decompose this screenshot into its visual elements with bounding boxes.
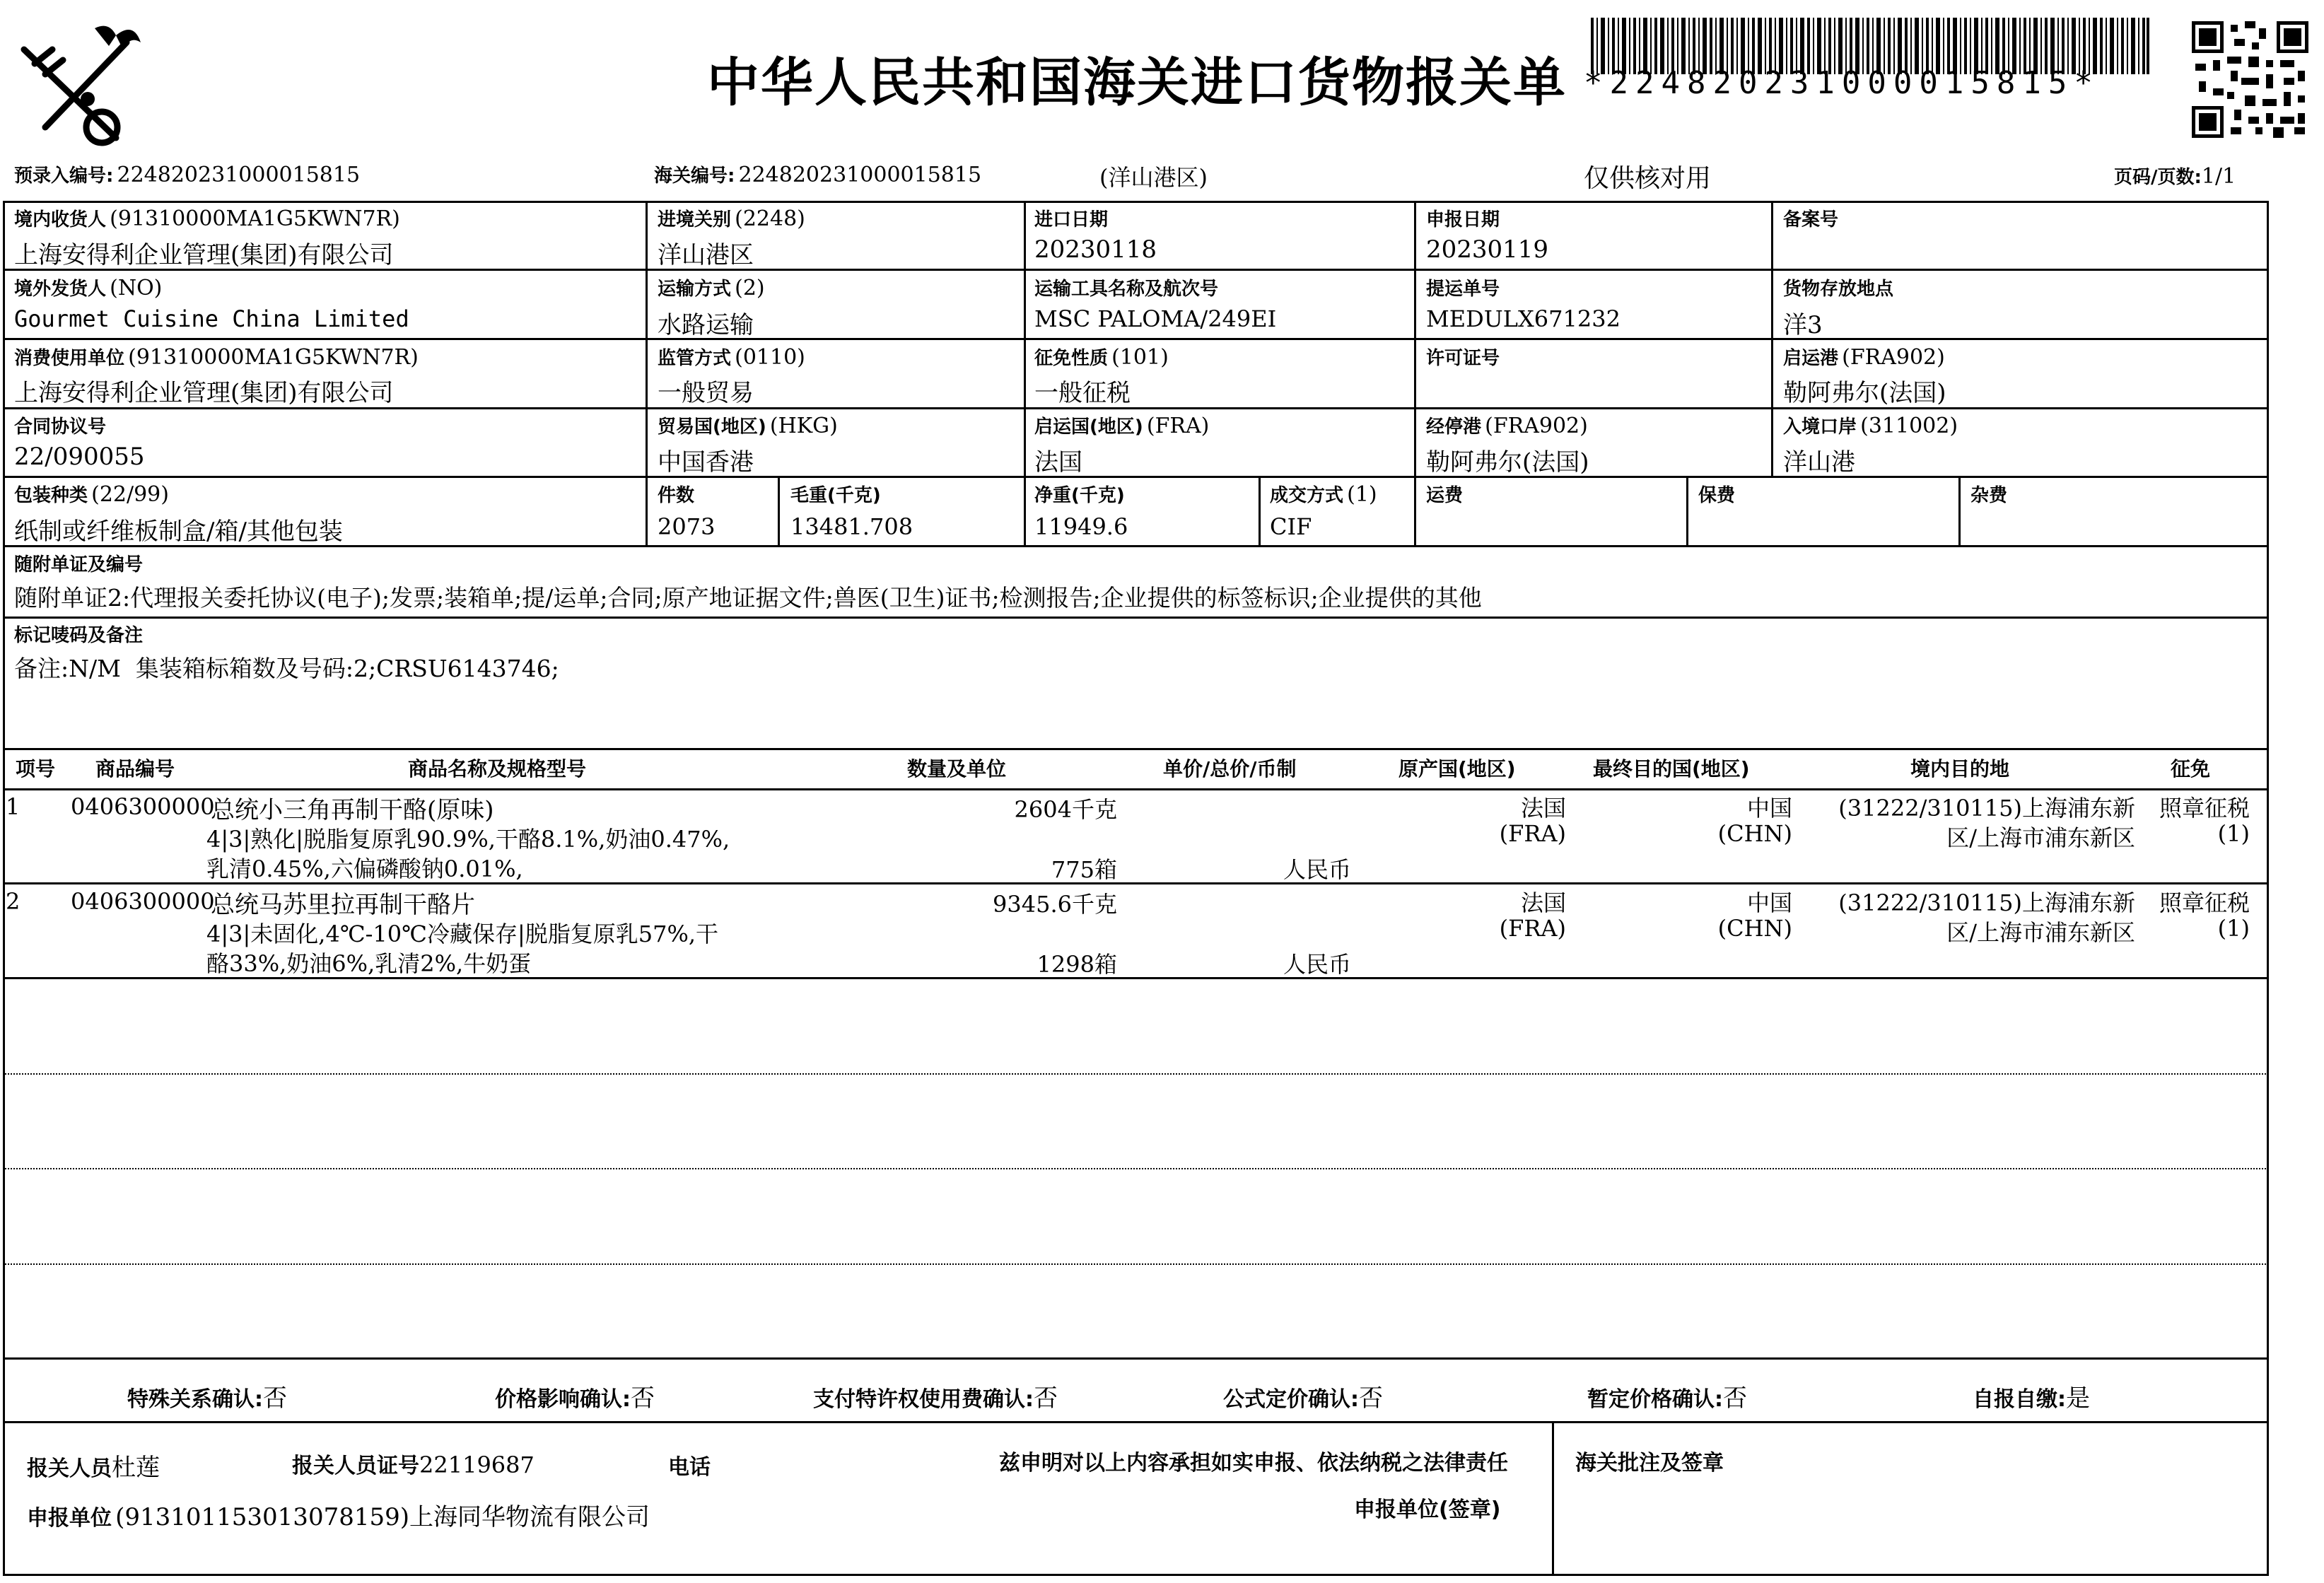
quantity-2: 775箱 bbox=[1051, 856, 1117, 883]
supervision-label: 监管方式 bbox=[658, 348, 732, 369]
trade-country-value: 中国香港 bbox=[658, 448, 754, 477]
levy: 照章征税 bbox=[2159, 795, 2250, 822]
transport-mode-value: 水路运输 bbox=[658, 311, 754, 339]
page-label: 页码/页数: bbox=[2114, 167, 2202, 188]
marks-value: 备注:N/M 集装箱标箱数及号码:2;CRSU6143746; bbox=[14, 655, 559, 682]
storage-label: 货物存放地点 bbox=[1783, 279, 1894, 300]
cert-label: 报关人员证号 bbox=[292, 1454, 419, 1478]
entry-customs-code: (2248) bbox=[735, 206, 805, 231]
contract-value: 22/090055 bbox=[14, 443, 145, 471]
provisional-price-label: 暂定价格确认: bbox=[1587, 1387, 1723, 1412]
entry-port-code: (311002) bbox=[1860, 414, 1958, 438]
currency: 人民币 bbox=[1283, 856, 1352, 883]
entry-port-value: 洋山港 bbox=[1783, 448, 1855, 477]
royalty bbox=[813, 1379, 1058, 1413]
import-date-label: 进口日期 bbox=[1034, 209, 1109, 230]
vessel-label: 运输工具名称及航次号 bbox=[1034, 279, 1219, 300]
stop-port-value: 勒阿弗尔(法国) bbox=[1426, 448, 1589, 477]
col-quantity: 数量及单位 bbox=[907, 757, 1007, 781]
destination-code: (CHN) bbox=[1717, 915, 1792, 942]
insurance-label: 保费 bbox=[1698, 485, 1736, 506]
deal-mode-value: CIF bbox=[1270, 513, 1312, 540]
departure-port-value: 勒阿弗尔(法国) bbox=[1783, 379, 1946, 407]
pieces-value: 2073 bbox=[658, 513, 716, 540]
declaring-unit bbox=[27, 1497, 650, 1532]
misc-fee-label: 杂费 bbox=[1970, 485, 2008, 506]
shipper-cell bbox=[14, 274, 162, 300]
customs-no-label: 海关编号: bbox=[654, 165, 735, 187]
price-influence-label: 价格影响确认: bbox=[495, 1387, 631, 1412]
marks-label: 标记唛码及备注 bbox=[14, 625, 144, 646]
origin-code: (FRA) bbox=[1499, 915, 1566, 942]
package-type-value: 纸制或纤维板制盒/箱/其他包装 bbox=[14, 518, 343, 546]
gross-weight-label: 毛重(千克) bbox=[790, 485, 881, 506]
hs-code: 0406300000 bbox=[71, 888, 215, 915]
levy-nature-code: (101) bbox=[1111, 345, 1169, 370]
port-area: (洋山港区) bbox=[1099, 164, 1208, 191]
levy-nature-cell bbox=[1034, 344, 1169, 370]
origin: 法国 bbox=[1520, 889, 1566, 916]
formula-pricing bbox=[1223, 1379, 1383, 1413]
declarant-value: 杜莲 bbox=[112, 1454, 160, 1482]
pre-entry-label: 预录入编号: bbox=[14, 165, 114, 187]
transport-mode-cell bbox=[658, 274, 765, 300]
trade-country-code: (HKG) bbox=[769, 414, 838, 438]
package-type-label: 包装种类 bbox=[14, 485, 88, 506]
quantity-1: 2604千克 bbox=[1014, 796, 1117, 823]
barcode-text: *224820231000015815* bbox=[1584, 65, 2100, 101]
stop-port-code: (FRA902) bbox=[1485, 414, 1588, 438]
levy: 照章征税 bbox=[2159, 889, 2250, 916]
shipper-code: (NO) bbox=[110, 276, 163, 300]
levy-nature-value: 一般征税 bbox=[1034, 379, 1131, 407]
goods-spec-1: 4|3|未固化,4℃-10℃冷藏保存|脱脂复原乳57%,干 bbox=[206, 921, 719, 947]
goods-spec-2: 乳清0.45%,六偏磷酸钠0.01%, bbox=[206, 855, 523, 882]
net-weight-value: 11949.6 bbox=[1034, 513, 1128, 540]
stop-port-cell bbox=[1426, 412, 1588, 438]
gross-weight-value: 13481.708 bbox=[790, 513, 913, 540]
customs-no bbox=[654, 161, 981, 187]
col-hs-code: 商品编号 bbox=[95, 757, 175, 781]
domestic-dest-2: 区/上海市浦东新区 bbox=[1946, 919, 2135, 946]
declarant-label: 报关人员 bbox=[27, 1456, 112, 1481]
destination: 中国 bbox=[1746, 889, 1792, 916]
departure-port-label: 启运港 bbox=[1783, 348, 1839, 369]
freight-label: 运费 bbox=[1426, 485, 1464, 506]
departure-country-label: 启运国(地区) bbox=[1034, 416, 1143, 438]
documents-label: 随附单证及编号 bbox=[14, 554, 144, 576]
bill-no-label: 提运单号 bbox=[1426, 279, 1500, 300]
departure-country-value: 法国 bbox=[1034, 448, 1082, 477]
shipper-label: 境外发货人 bbox=[14, 279, 107, 300]
verify-note: 仅供核对用 bbox=[1584, 164, 1712, 193]
destination: 中国 bbox=[1746, 795, 1792, 822]
goods-name: 总统小三角再制干酪(原味) bbox=[211, 796, 494, 824]
page-count bbox=[2114, 163, 2236, 189]
consumer-label: 消费使用单位 bbox=[14, 348, 125, 369]
deal-mode-label: 成交方式 bbox=[1270, 485, 1344, 506]
declare-date-value: 20230119 bbox=[1426, 235, 1549, 264]
domestic-dest-1: (31222/310115)上海浦东新 bbox=[1838, 889, 2135, 916]
consumer-cell bbox=[14, 344, 419, 370]
formula-pricing-label: 公式定价确认: bbox=[1223, 1387, 1359, 1412]
customs-approval: 海关批注及签章 bbox=[1575, 1451, 1724, 1476]
import-date-value: 20230118 bbox=[1034, 235, 1157, 264]
entry-port-label: 入境口岸 bbox=[1783, 416, 1857, 438]
transport-mode-label: 运输方式 bbox=[658, 279, 732, 300]
supervision-code: (0110) bbox=[735, 345, 805, 370]
departure-country-cell bbox=[1034, 412, 1209, 438]
consignee-label: 境内收货人 bbox=[14, 209, 107, 230]
col-destination: 最终目的国(地区) bbox=[1593, 757, 1750, 781]
storage-value: 洋3 bbox=[1783, 311, 1823, 339]
pre-entry-no: 224820231000015815 bbox=[117, 163, 361, 187]
departure-port-code: (FRA902) bbox=[1842, 345, 1945, 370]
transport-mode-code: (2) bbox=[735, 276, 765, 300]
supervision-value: 一般贸易 bbox=[658, 379, 754, 407]
declaring-unit-value: (913101153013078159)上海同华物流有限公司 bbox=[115, 1503, 650, 1531]
quantity-2: 1298箱 bbox=[1037, 951, 1117, 978]
customs-logo bbox=[10, 21, 144, 148]
domestic-dest-2: 区/上海市浦东新区 bbox=[1946, 824, 2135, 851]
self-pay-label: 自报自缴: bbox=[1973, 1387, 2066, 1412]
entry-port-cell bbox=[1783, 412, 1958, 438]
levy-code: (1) bbox=[2217, 820, 2250, 847]
hs-code: 0406300000 bbox=[71, 793, 215, 820]
quantity-1: 9345.6千克 bbox=[993, 891, 1117, 918]
destination-code: (CHN) bbox=[1717, 820, 1792, 847]
consignee-code: (91310000MA1G5KWN7R) bbox=[110, 206, 400, 231]
self-pay-value: 是 bbox=[2066, 1384, 2090, 1413]
document-title: 中华人民共和国海关进口货物报关单 bbox=[707, 52, 1567, 113]
license-label: 许可证号 bbox=[1426, 348, 1500, 369]
levy-code: (1) bbox=[2217, 915, 2250, 942]
departure-country-code: (FRA) bbox=[1146, 414, 1210, 438]
net-weight-label: 净重(千克) bbox=[1034, 485, 1125, 506]
consignee-value: 上海安得利企业管理(集团)有限公司 bbox=[14, 241, 394, 269]
domestic-dest-1: (31222/310115)上海浦东新 bbox=[1838, 795, 2135, 822]
package-type-code: (22/99) bbox=[91, 482, 169, 507]
bill-no-value: MEDULX671232 bbox=[1426, 305, 1621, 332]
declaring-unit-label: 申报单位 bbox=[27, 1506, 112, 1531]
trade-country-label: 贸易国(地区) bbox=[658, 416, 766, 438]
origin-code: (FRA) bbox=[1499, 820, 1566, 847]
consumer-code: (91310000MA1G5KWN7R) bbox=[128, 345, 419, 370]
page-value: 1/1 bbox=[2201, 164, 2236, 189]
shipper-value: Gourmet Cuisine China Limited bbox=[14, 305, 409, 332]
vessel-value: MSC PALOMA/249EI bbox=[1034, 305, 1277, 332]
declare-date-label: 申报日期 bbox=[1426, 209, 1500, 230]
deal-mode-code: (1) bbox=[1347, 482, 1377, 507]
contract-label: 合同协议号 bbox=[14, 416, 107, 438]
royalty-value: 否 bbox=[1034, 1384, 1058, 1413]
supervision-cell bbox=[658, 344, 805, 370]
col-levy: 征免 bbox=[2171, 757, 2211, 781]
provisional-price bbox=[1587, 1379, 1747, 1413]
special-relation bbox=[127, 1379, 287, 1413]
documents-value: 随附单证2:代理报关委托协议(电子);发票;装箱单;提/运单;合同;原产地证据文件;兽医(卫生)证书;检测报告;企业提供的标签标识;企业提供的其他 bbox=[14, 584, 1482, 612]
levy-nature-label: 征免性质 bbox=[1034, 348, 1109, 369]
seal-label: 申报单位(签章) bbox=[1354, 1497, 1501, 1522]
goods-spec-1: 4|3|熟化|脱脂复原乳90.9%,干酪8.1%,奶油0.47%, bbox=[206, 826, 730, 853]
special-relation-value: 否 bbox=[263, 1384, 287, 1413]
entry-customs-value: 洋山港区 bbox=[658, 241, 754, 269]
statement: 兹申明对以上内容承担如实申报、依法纳税之法律责任 bbox=[999, 1451, 1508, 1476]
declarant-cert bbox=[292, 1448, 535, 1479]
col-origin: 原产国(地区) bbox=[1399, 757, 1516, 781]
trade-country-cell bbox=[658, 412, 838, 438]
currency: 人民币 bbox=[1283, 951, 1352, 978]
col-item-no: 项号 bbox=[16, 757, 56, 781]
formula-pricing-value: 否 bbox=[1359, 1384, 1383, 1413]
consignee-cell bbox=[14, 205, 400, 231]
pre-entry bbox=[14, 161, 360, 187]
special-relation-label: 特殊关系确认: bbox=[127, 1387, 263, 1412]
goods-name: 总统马苏里拉再制干酪片 bbox=[211, 891, 475, 919]
qr-code bbox=[2192, 21, 2308, 138]
price-influence-value: 否 bbox=[631, 1384, 655, 1413]
record-no-label: 备案号 bbox=[1783, 209, 1839, 230]
customs-no-value: 224820231000015815 bbox=[738, 163, 982, 187]
entry-customs-label: 进境关别 bbox=[658, 209, 732, 230]
self-pay bbox=[1973, 1379, 2090, 1413]
pieces-label: 件数 bbox=[658, 485, 695, 506]
royalty-label: 支付特许权使用费确认: bbox=[813, 1387, 1034, 1412]
col-goods-name: 商品名称及规格型号 bbox=[408, 757, 587, 781]
phone-label: 电话 bbox=[668, 1455, 711, 1480]
provisional-price-value: 否 bbox=[1723, 1384, 1747, 1413]
entry-customs-cell bbox=[658, 205, 805, 231]
cert-value: 22119687 bbox=[419, 1451, 535, 1478]
item-no: 1 bbox=[6, 793, 21, 820]
deal-mode-cell bbox=[1270, 481, 1377, 507]
col-domestic-dest: 境内目的地 bbox=[1910, 757, 2010, 781]
stop-port-label: 经停港 bbox=[1426, 416, 1482, 438]
origin: 法国 bbox=[1520, 795, 1566, 822]
item-no: 2 bbox=[6, 888, 21, 915]
declarant bbox=[27, 1448, 160, 1483]
consumer-value: 上海安得利企业管理(集团)有限公司 bbox=[14, 379, 394, 407]
goods-spec-2: 酪33%,奶油6%,乳清2%,牛奶蛋 bbox=[206, 950, 532, 977]
col-price: 单价/总价/币制 bbox=[1163, 757, 1297, 781]
departure-port-cell bbox=[1783, 344, 1945, 370]
package-type-cell bbox=[14, 481, 169, 507]
price-influence bbox=[495, 1379, 655, 1413]
